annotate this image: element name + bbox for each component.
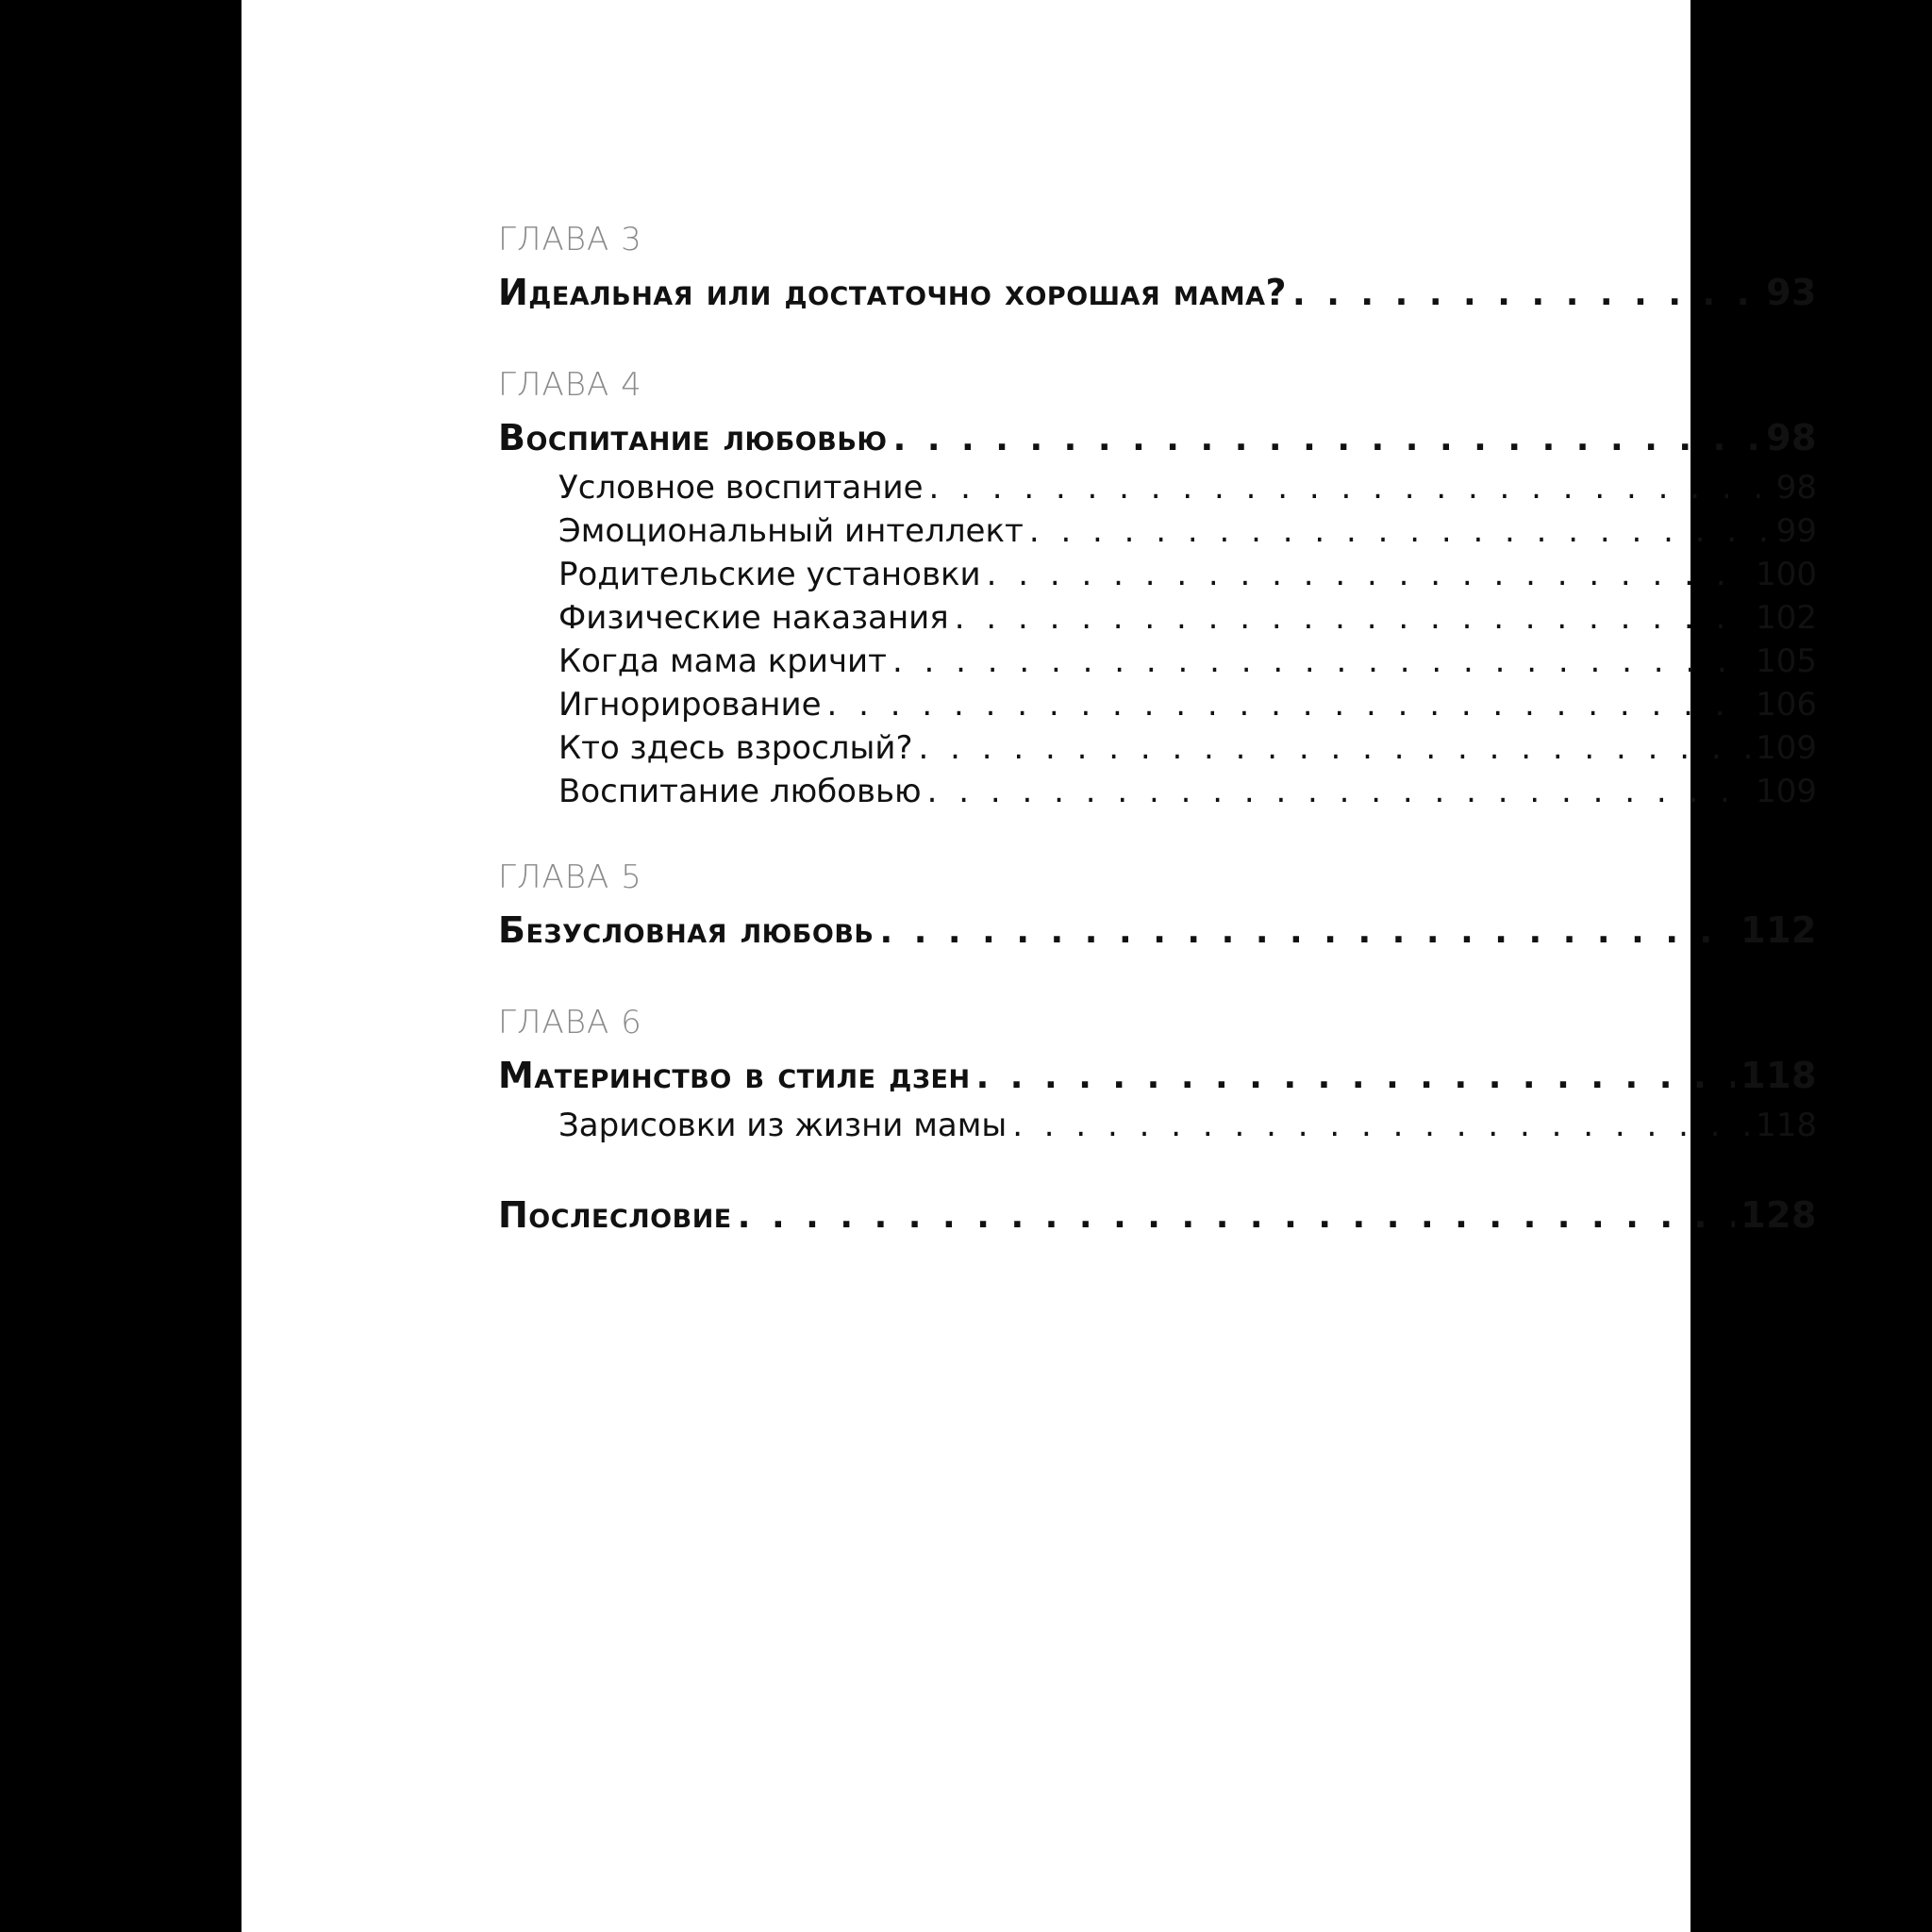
chapter-label: ГЛАВА 6	[498, 1004, 642, 1041]
section-row[interactable]	[558, 553, 1817, 596]
chapter-title-row[interactable]	[498, 1047, 1817, 1104]
page-number: 98	[1766, 417, 1817, 458]
section-row[interactable]	[558, 466, 1817, 509]
dot-leader	[893, 411, 1761, 468]
page-number: 105	[1756, 642, 1817, 680]
section-row[interactable]	[558, 726, 1817, 770]
section-title: Зарисовки из жизни мамы	[558, 1107, 1008, 1144]
chapter-3	[498, 215, 1817, 321]
chapter-title-row[interactable]	[498, 264, 1817, 321]
chapter-label: ГЛАВА 3	[498, 221, 642, 258]
section-row[interactable]	[558, 683, 1817, 726]
page-number: 128	[1740, 1194, 1817, 1236]
page-number: 118	[1740, 1055, 1817, 1096]
section-row[interactable]	[558, 596, 1817, 640]
chapter-6	[498, 998, 1817, 1147]
section-row[interactable]	[558, 770, 1817, 813]
dot-leader	[955, 596, 1750, 640]
section-title: Когда мама кричит	[558, 642, 887, 680]
dot-leader	[1012, 1104, 1750, 1147]
afterword-row[interactable]	[498, 1187, 1817, 1243]
book-page	[242, 0, 1817, 1932]
section-title: Родительские установки	[558, 556, 981, 593]
page-number: 109	[1756, 729, 1817, 767]
chapter-title: Безусловная любовь	[498, 909, 874, 951]
section-row[interactable]	[558, 509, 1817, 553]
dot-leader	[919, 726, 1751, 770]
page-number: 102	[1756, 599, 1817, 637]
page-number: 106	[1756, 686, 1817, 724]
chapter-title: Воспитание любовью	[498, 417, 888, 458]
page-number: 99	[1775, 512, 1817, 550]
dot-leader	[928, 466, 1770, 509]
page-number: 109	[1756, 773, 1817, 810]
dot-leader	[976, 1049, 1736, 1106]
dot-leader	[1029, 509, 1771, 553]
section-title: Физические наказания	[558, 599, 949, 637]
section-title: Эмоциональный интеллект	[558, 512, 1024, 550]
chapter-title: Идеальная или достаточно хорошая мама?	[498, 272, 1288, 313]
dot-leader	[1292, 266, 1760, 323]
dot-leader	[827, 683, 1751, 726]
page-number: 93	[1766, 272, 1817, 313]
chapter-5	[498, 853, 1817, 958]
section-title: Условное воспитание	[558, 469, 924, 507]
afterword	[498, 1187, 1817, 1243]
chapter-title-row[interactable]	[498, 902, 1817, 958]
afterword-title: Послесловие	[498, 1194, 732, 1236]
section-row[interactable]	[558, 640, 1817, 683]
dot-leader	[987, 553, 1750, 596]
chapter-title-row[interactable]	[498, 409, 1817, 466]
dot-leader	[892, 640, 1750, 683]
section-row[interactable]	[558, 1104, 1817, 1147]
section-title: Воспитание любовью	[558, 773, 922, 810]
table-of-contents	[498, 215, 1817, 1243]
page-number: 112	[1740, 909, 1817, 951]
dot-leader	[927, 770, 1750, 813]
chapter-title: Материнство в стиле дзен	[498, 1055, 971, 1096]
chapter-label: ГЛАВА 5	[498, 858, 642, 896]
page-number: 118	[1756, 1107, 1817, 1144]
page-number: 98	[1775, 469, 1817, 507]
dot-leader	[880, 904, 1736, 960]
section-title: Игнорирование	[558, 686, 822, 724]
dot-leader	[738, 1189, 1735, 1245]
section-title: Кто здесь взрослый?	[558, 729, 913, 767]
chapter-4	[498, 360, 1817, 813]
chapter-label: ГЛАВА 4	[498, 366, 642, 404]
page-number: 100	[1756, 556, 1817, 593]
